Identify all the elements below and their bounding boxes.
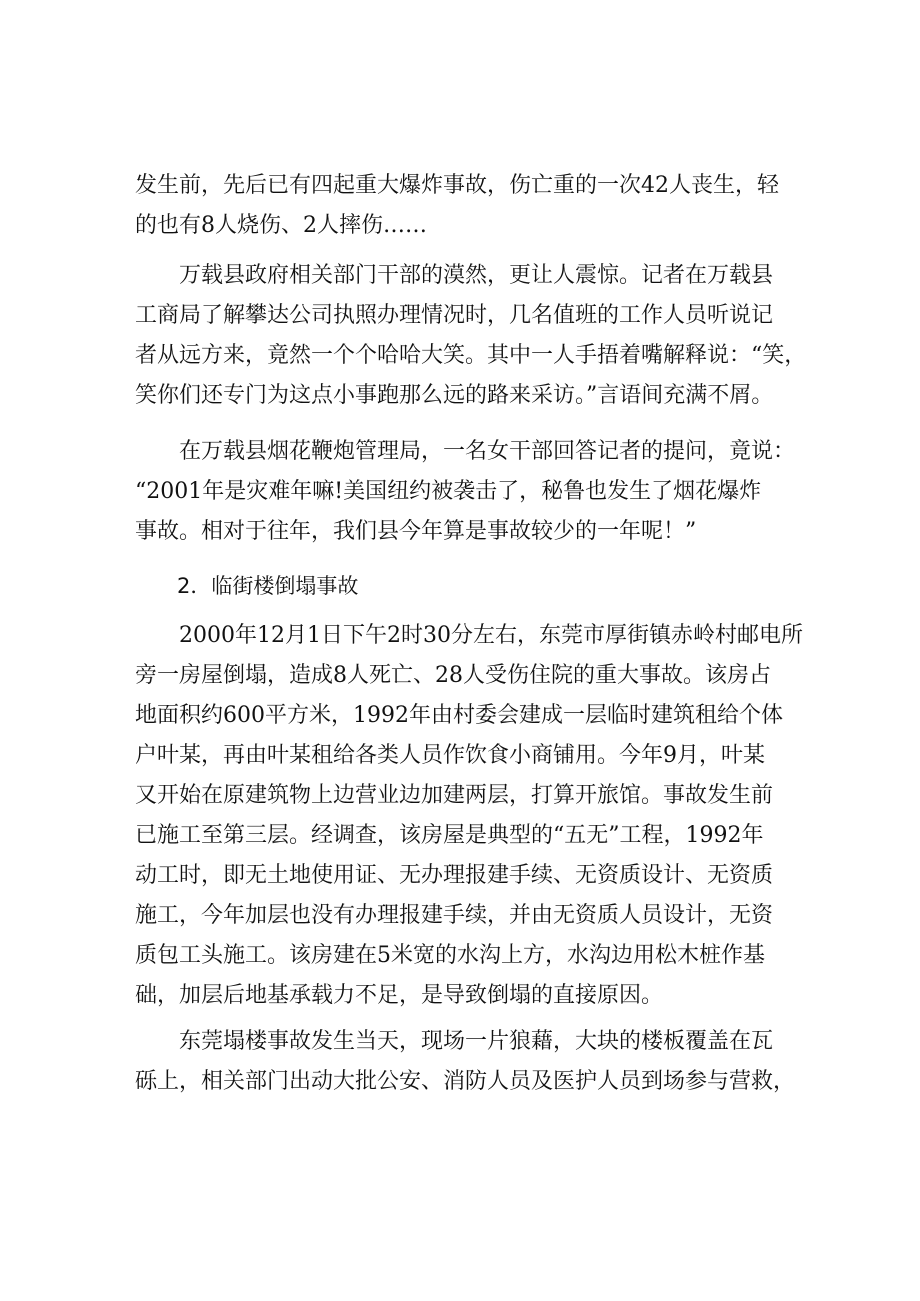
text-line: 砾上，相关部门出动大批公安、消防人员及医护人员到场参与营救， bbox=[135, 1069, 796, 1094]
text-line: “2001年是灾难年嘛!美国纽约被袭击了，秘鲁也发生了烟花爆炸 bbox=[135, 479, 762, 504]
text-line: 东莞塌楼事故发生当天，现场一片狼藉，大块的楼板覆盖在瓦 bbox=[135, 1029, 774, 1054]
text-line: 地面积约600平方米，1992年由村委会建成一层临时建筑租给个体 bbox=[135, 703, 783, 728]
text-line: 2000年12月1日下午2时30分左右，东莞市厚街镇赤岭村邮电所 bbox=[135, 623, 803, 648]
paragraph-5 bbox=[135, 1022, 805, 1102]
section-heading: 2．临街楼倒塌事故 bbox=[135, 574, 359, 598]
text-line: 万载县政府相关部门干部的漠然，更让人震惊。记者在万载县 bbox=[135, 263, 774, 288]
paragraph-3 bbox=[135, 432, 805, 552]
text-line: 的也有8人烧伤、2人摔伤…… bbox=[135, 213, 427, 238]
text-line: 户叶某，再由叶某租给各类人员作饮食小商铺用。今年9月，叶某 bbox=[135, 743, 765, 768]
text-line: 发生前，先后已有四起重大爆炸事故，伤亡重的一次42人丧生，轻 bbox=[135, 173, 779, 198]
text-line: 旁一房屋倒塌，造成8人死亡、28人受伤住院的重大事故。该房占 bbox=[135, 663, 771, 688]
text-line: 质包工头施工。该房建在5米宽的水沟上方，水沟边用松木桩作基 bbox=[135, 943, 765, 968]
text-line: 在万载县烟花鞭炮管理局，一名女干部回答记者的提问，竟说： bbox=[135, 439, 796, 464]
paragraph-1 bbox=[135, 166, 805, 246]
text-line: 动工时，即无土地使用证、无办理报建手续、无资质设计、无资质 bbox=[135, 863, 774, 888]
text-line: 笑你们还专门为这点小事跑那么远的路来采访。”言语间充满不屑。 bbox=[135, 383, 774, 408]
text-line: 工商局了解攀达公司执照办理情况时，几名值班的工作人员听说记 bbox=[135, 303, 774, 328]
text-line: 者从远方来，竟然一个个哈哈大笑。其中一人手捂着嘴解释说：“笑， bbox=[135, 343, 807, 368]
text-line: 施工，今年加层也没有办理报建手续，并由无资质人员设计，无资 bbox=[135, 903, 774, 928]
text-line: 已施工至第三层。经调查，该房屋是典型的“五无”工程，1992年 bbox=[135, 823, 764, 848]
paragraph-4 bbox=[135, 616, 805, 1016]
paragraph-2 bbox=[135, 256, 805, 416]
text-line: 又开始在原建筑物上边营业边加建两层，打算开旅馆。事故发生前 bbox=[135, 783, 774, 808]
text-line: 事故。相对于往年，我们县今年算是事故较少的一年呢！” bbox=[135, 519, 697, 544]
text-line: 础，加层后地基承载力不足，是导致倒塌的直接原因。 bbox=[135, 983, 664, 1008]
